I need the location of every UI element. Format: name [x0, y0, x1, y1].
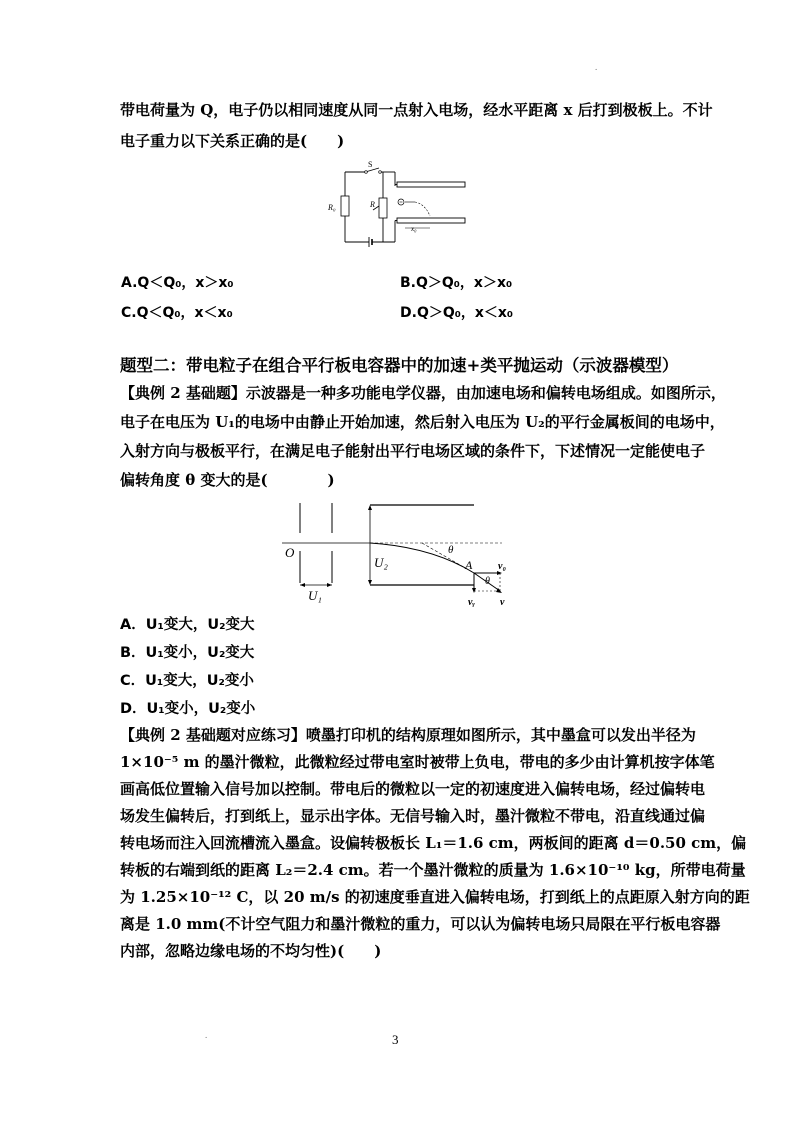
example2-line-2: 电子在电压为 U₁的电场中由静止开始加速，然后射入电压为 U₂的平行金属板间的电场中，: [120, 413, 725, 431]
scan-dot: .: [595, 62, 598, 72]
switch-label: S: [368, 160, 373, 169]
option-2-b: B．U₁变小，U₂变大: [120, 645, 255, 661]
u2-label: U₂: [374, 555, 388, 570]
rheostat-icon: [379, 198, 387, 218]
practice-line-8: 离是 1.0 mm(不计空气阻力和墨汁微粒的重力，可以认为偏转电场只局限在平行板电容器: [120, 915, 721, 933]
practice-line-6: 转板的右端到纸的距离 L₂＝2.4 cm。若一个墨汁微粒的质量为 1.6×10⁻¹⁰ kg，所带电荷量: [120, 861, 746, 879]
bottom-plate: [397, 218, 465, 223]
practice-line-1: 【典例 2 基础题对应练习】喷墨打印机的结构原理如图所示，其中墨盒可以发出半径为: [120, 726, 696, 744]
intro-line-2: 电子重力以下关系正确的是( ): [120, 132, 345, 150]
practice-line-9: 内部，忽略边缘电场的不均匀性)( ): [120, 942, 382, 960]
rheostat-label: R: [370, 200, 375, 209]
v-label: v: [500, 597, 505, 608]
theta-label: θ: [448, 544, 454, 556]
option-2-d: D．U₁变小，U₂变小: [120, 701, 256, 717]
option-1-d: D.Q＞Q₀，x＜x₀: [400, 305, 514, 321]
option-1-a: A.Q＜Q₀，x＞x₀: [121, 275, 234, 291]
intro-line-1: 带电荷量为 Q，电子仍以相同速度从同一点射入电场，经水平距离 x 后打到极板上。不计: [120, 101, 713, 119]
practice-line-5: 转电场而注入回流槽流入墨盒。设偏转极板长 L₁＝1.6 cm，两板间的距离 d＝0.50 cm，偏: [120, 834, 747, 852]
scan-dot: .: [205, 1030, 208, 1040]
point-label: A: [465, 558, 473, 572]
option-2-c: C．U₁变大，U₂变小: [120, 673, 254, 689]
switch-icon: [365, 171, 368, 174]
u1-label: U₁: [308, 588, 322, 603]
practice-line-7: 为 1.25×10⁻¹² C，以 20 m/s 的初速度垂直进入偏转电场，打到纸上的点距原入射方向的距: [120, 888, 750, 906]
example2-line-3: 入射方向与极板平行，在满足电子能射出平行电场区域的条件下，下述情况一定能使电子: [120, 442, 706, 460]
circuit-figure: [325, 158, 475, 250]
v0-label: v₀: [498, 561, 506, 572]
practice-line-4: 场发生偏转后，打到纸上，显示出字体。无信号输入时，墨汁微粒不带电，沿直线通过偏: [120, 807, 706, 825]
option-1-c: C.Q＜Q₀，x＜x₀: [121, 305, 233, 321]
option-2-a: A．U₁变大，U₂变大: [120, 617, 255, 633]
theta2-label: θ: [485, 576, 490, 587]
practice-line-2: 1×10⁻⁵ m 的墨汁微粒，此微粒经过带电室时被带上负电，带电的多少由计算机按字体笔: [120, 753, 715, 771]
oscilloscope-figure: [282, 495, 522, 610]
resistor-r0-label: R₀: [328, 203, 336, 212]
distance-label: x₀: [411, 225, 417, 233]
option-1-b: B.Q＞Q₀，x＞x₀: [400, 275, 513, 291]
origin-label: O: [285, 545, 295, 560]
example2-line-4: 偏转角度 θ 变大的是( ): [120, 471, 335, 489]
vy-label: vᵧ: [468, 597, 475, 608]
resistor-r0-icon: [341, 196, 349, 216]
page-number: 3: [392, 1032, 399, 1047]
practice-line-3: 画高低位置输入信号加以控制。带电后的微粒以一定的初速度进入偏转电场，经过偏转电: [120, 780, 706, 798]
top-plate: [397, 182, 465, 187]
example2-line-1: 【典例 2 基础题】示波器是一种多功能电学仪器，由加速电场和偏转电场组成。如图所示，: [120, 384, 726, 402]
section-heading: 题型二：带电粒子在组合平行板电容器中的加速+类平抛运动（示波器模型）: [120, 356, 679, 375]
